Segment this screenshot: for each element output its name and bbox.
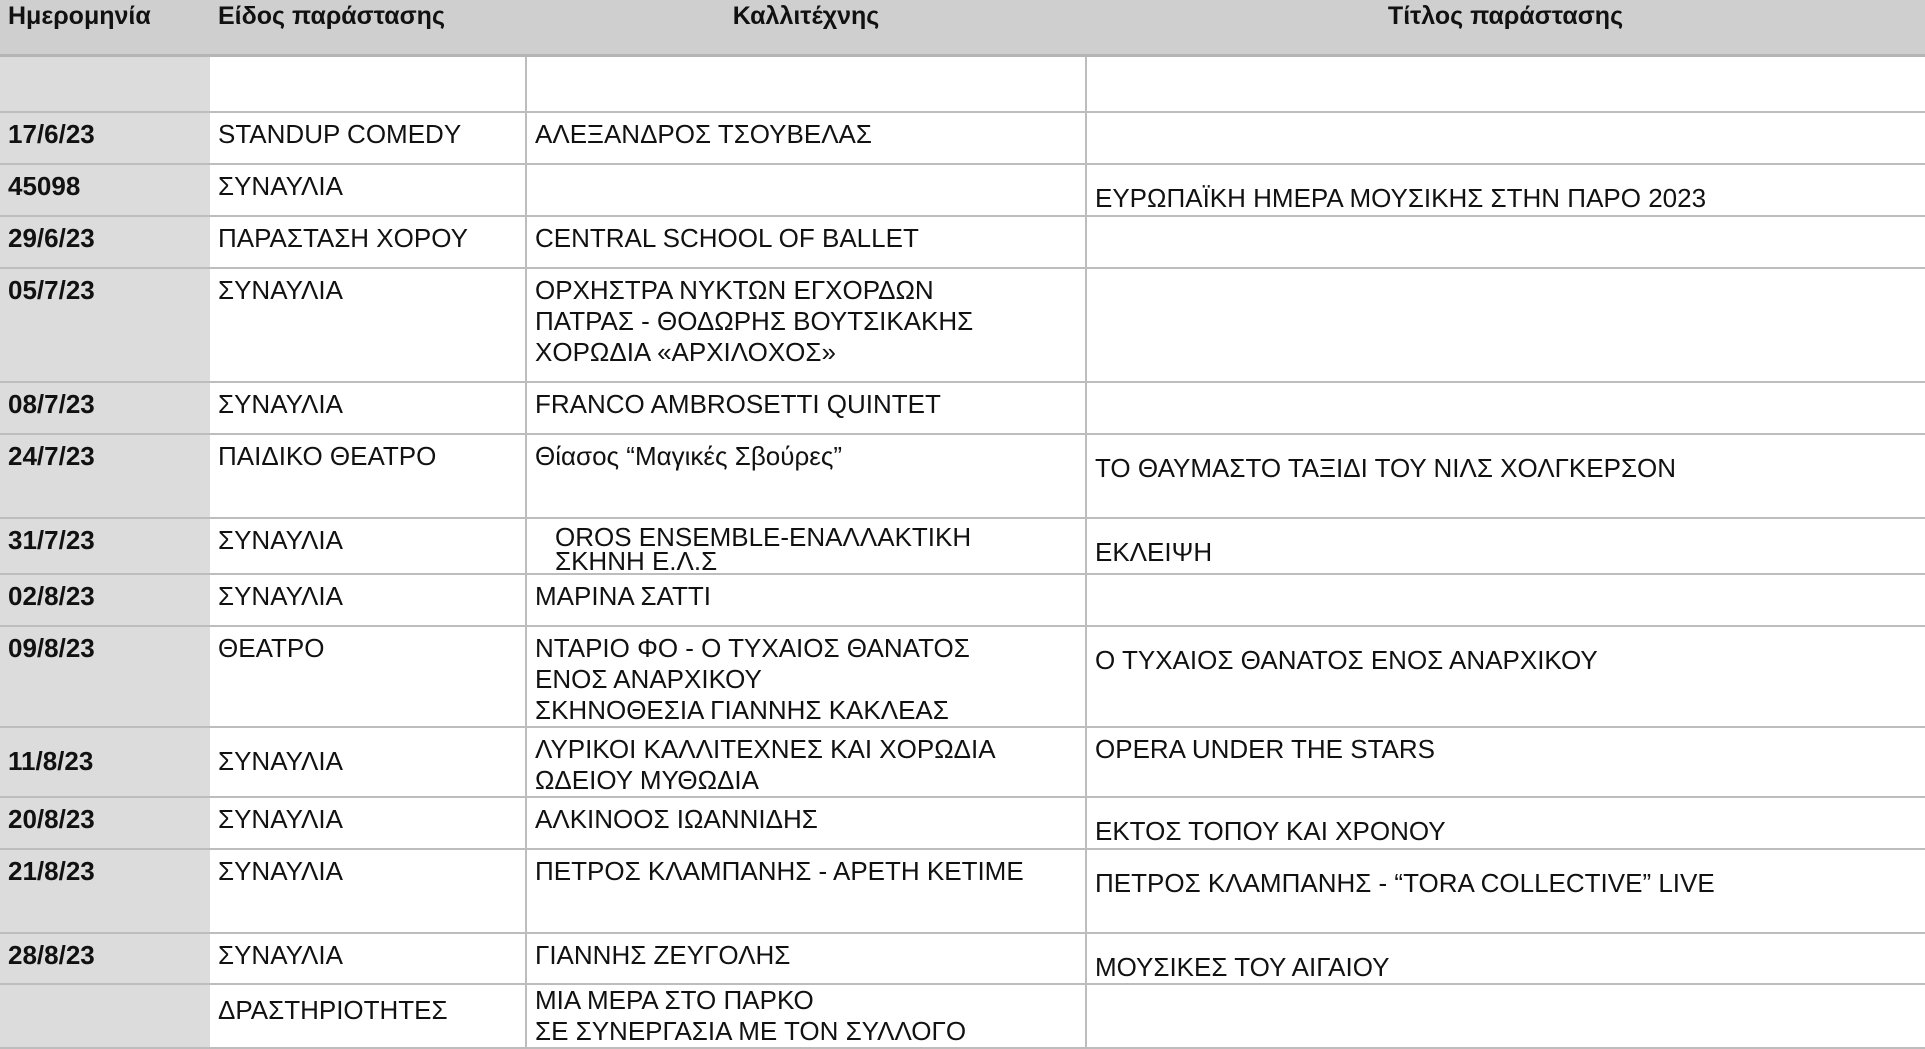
- date-cell[interactable]: 02/8/23: [0, 574, 210, 626]
- kind-cell[interactable]: ΠΑΡΑΣΤΑΣΗ ΧΟΡΟΥ: [210, 216, 526, 268]
- title-cell[interactable]: [1086, 56, 1925, 112]
- date-cell[interactable]: 31/7/23: [0, 518, 210, 574]
- date-cell[interactable]: 05/7/23: [0, 268, 210, 382]
- title-cell[interactable]: [1086, 984, 1925, 1048]
- date-cell[interactable]: 29/6/23: [0, 216, 210, 268]
- kind-cell[interactable]: ΣΥΝΑΥΛΙΑ: [210, 268, 526, 382]
- title-cell[interactable]: Ο ΤΥΧΑΙΟΣ ΘΑΝΑΤΟΣ ΕΝΟΣ ΑΝΑΡΧΙΚΟΥ: [1086, 626, 1925, 727]
- date-cell[interactable]: 11/8/23: [0, 727, 210, 797]
- date-cell[interactable]: 08/7/23: [0, 382, 210, 434]
- table-row: [0, 574, 1925, 626]
- kind-cell[interactable]: ΔΡΑΣΤΗΡΙΟΤΗΤΕΣ: [210, 984, 526, 1048]
- title-cell[interactable]: [1086, 574, 1925, 626]
- date-cell[interactable]: 09/8/23: [0, 626, 210, 727]
- table-row: [0, 727, 1925, 797]
- table-row: [0, 216, 1925, 268]
- artist-cell[interactable]: ΜΙΑ ΜΕΡΑ ΣΤΟ ΠΑΡΚΟ ΣΕ ΣΥΝΕΡΓΑΣΙΑ ΜΕ ΤΟΝ ΣΥΛΛΟΓΟ: [526, 984, 1086, 1048]
- date-cell[interactable]: 24/7/23: [0, 434, 210, 518]
- artist-cell[interactable]: FRANCO AMBROSETTI QUINTET: [526, 382, 1086, 434]
- table-row: [0, 626, 1925, 727]
- table-row: [0, 933, 1925, 984]
- title-cell[interactable]: OPERA UNDER THE STARS: [1086, 727, 1925, 797]
- kind-cell[interactable]: STANDUP COMEDY: [210, 112, 526, 164]
- title-cell[interactable]: [1086, 112, 1925, 164]
- kind-cell[interactable]: ΘΕΑΤΡΟ: [210, 626, 526, 727]
- header-title[interactable]: Τίτλος παράστασης: [1086, 0, 1925, 56]
- artist-cell[interactable]: ΛΥΡΙΚΟΙ ΚΑΛΛΙΤΕΧΝΕΣ ΚΑΙ ΧΟΡΩΔΙΑ ΩΔΕΙΟΥ ΜΥΘΩΔΙΑ: [526, 727, 1086, 797]
- title-cell[interactable]: ΠΕΤΡΟΣ ΚΛΑΜΠΑΝΗΣ - “TORA COLLECTIVE” LIVE: [1086, 849, 1925, 933]
- table-row: [0, 797, 1925, 849]
- artist-cell[interactable]: ΓΙΑΝΝΗΣ ΖΕΥΓΟΛΗΣ: [526, 933, 1086, 984]
- kind-cell[interactable]: ΣΥΝΑΥΛΙΑ: [210, 382, 526, 434]
- date-cell[interactable]: 21/8/23: [0, 849, 210, 933]
- artist-cell[interactable]: ΟΡΧΗΣΤΡΑ ΝΥΚΤΩΝ ΕΓΧΟΡΔΩΝ ΠΑΤΡΑΣ - ΘΟΔΩΡΗΣ ΒΟΥΤΣΙΚΑΚΗΣ ΧΟΡΩΔΙΑ «ΑΡΧΙΛΟΧΟΣ»: [526, 268, 1086, 382]
- title-cell[interactable]: ΕΥΡΩΠΑΪΚΗ ΗΜΕΡΑ ΜΟΥΣΙΚΗΣ ΣΤΗΝ ΠΑΡΟ 2023: [1086, 164, 1925, 216]
- kind-cell[interactable]: ΣΥΝΑΥΛΙΑ: [210, 933, 526, 984]
- artist-cell[interactable]: CENTRAL SCHOOL OF BALLET: [526, 216, 1086, 268]
- kind-cell[interactable]: ΣΥΝΑΥΛΙΑ: [210, 164, 526, 216]
- artist-cell[interactable]: ΜΑΡΙΝΑ ΣΑΤΤΙ: [526, 574, 1086, 626]
- kind-cell[interactable]: ΣΥΝΑΥΛΙΑ: [210, 849, 526, 933]
- date-cell[interactable]: 17/6/23: [0, 112, 210, 164]
- artist-cell[interactable]: ΑΛΕΞΑΝΔΡΟΣ ΤΣΟΥΒΕΛΑΣ: [526, 112, 1086, 164]
- kind-cell[interactable]: ΣΥΝΑΥΛΙΑ: [210, 797, 526, 849]
- artist-cell[interactable]: ΠΕΤΡΟΣ ΚΛΑΜΠΑΝΗΣ - ΑΡΕΤΗ ΚΕΤΙΜΕ: [526, 849, 1086, 933]
- table-row: [0, 984, 1925, 1048]
- date-cell[interactable]: [0, 56, 210, 112]
- table-row: [0, 434, 1925, 518]
- title-cell[interactable]: ΤΟ ΘΑΥΜΑΣΤΟ ΤΑΞΙΔΙ ΤΟΥ ΝΙΛΣ ΧΟΛΓΚΕΡΣΟΝ: [1086, 434, 1925, 518]
- title-cell[interactable]: [1086, 216, 1925, 268]
- table-row: [0, 518, 1925, 574]
- header-date[interactable]: Ημερομηνία: [0, 0, 210, 56]
- title-cell[interactable]: [1086, 382, 1925, 434]
- title-cell[interactable]: ΕΚΤΟΣ ΤΟΠΟΥ ΚΑΙ ΧΡΟΝΟΥ: [1086, 797, 1925, 849]
- kind-cell[interactable]: [210, 56, 526, 112]
- table-row: [0, 112, 1925, 164]
- title-cell[interactable]: [1086, 268, 1925, 382]
- header-row: [0, 0, 1925, 56]
- artist-cell[interactable]: ΝΤΑΡΙΟ ΦΟ - Ο ΤΥΧΑΙΟΣ ΘΑΝΑΤΟΣ ΕΝΟΣ ΑΝΑΡΧΙΚΟΥ ΣΚΗΝΟΘΕΣΙΑ ΓΙΑΝΝΗΣ ΚΑΚΛΕΑΣ: [526, 626, 1086, 727]
- title-cell[interactable]: ΜΟΥΣΙΚΕΣ ΤΟΥ ΑΙΓΑΙΟΥ: [1086, 933, 1925, 984]
- table-row: [0, 56, 1925, 112]
- kind-cell[interactable]: ΠΑΙΔΙΚΟ ΘΕΑΤΡΟ: [210, 434, 526, 518]
- date-cell[interactable]: [0, 984, 210, 1048]
- artist-cell[interactable]: [526, 56, 1086, 112]
- date-cell[interactable]: 28/8/23: [0, 933, 210, 984]
- artist-cell[interactable]: Θίασος “Μαγικές Σβούρες”: [526, 434, 1086, 518]
- date-cell[interactable]: 45098: [0, 164, 210, 216]
- table-row: [0, 164, 1925, 216]
- title-cell[interactable]: ΕΚΛΕΙΨΗ: [1086, 518, 1925, 574]
- artist-cell[interactable]: [526, 164, 1086, 216]
- kind-cell[interactable]: ΣΥΝΑΥΛΙΑ: [210, 518, 526, 574]
- kind-cell[interactable]: ΣΥΝΑΥΛΙΑ: [210, 727, 526, 797]
- date-cell[interactable]: 20/8/23: [0, 797, 210, 849]
- table-row: [0, 382, 1925, 434]
- header-kind[interactable]: Είδος παράστασης: [210, 0, 526, 56]
- table-row: [0, 268, 1925, 382]
- artist-cell[interactable]: ΑΛΚΙΝΟΟΣ ΙΩΑΝΝΙΔΗΣ: [526, 797, 1086, 849]
- table-row: [0, 849, 1925, 933]
- kind-cell[interactable]: ΣΥΝΑΥΛΙΑ: [210, 574, 526, 626]
- header-artist[interactable]: Καλλιτέχνης: [526, 0, 1086, 56]
- artist-cell[interactable]: OROS ENSEMBLE-ΕΝΑΛΛΑΚΤΙΚΗ ΣΚΗΝΗ Ε.Λ.Σ: [526, 518, 1086, 574]
